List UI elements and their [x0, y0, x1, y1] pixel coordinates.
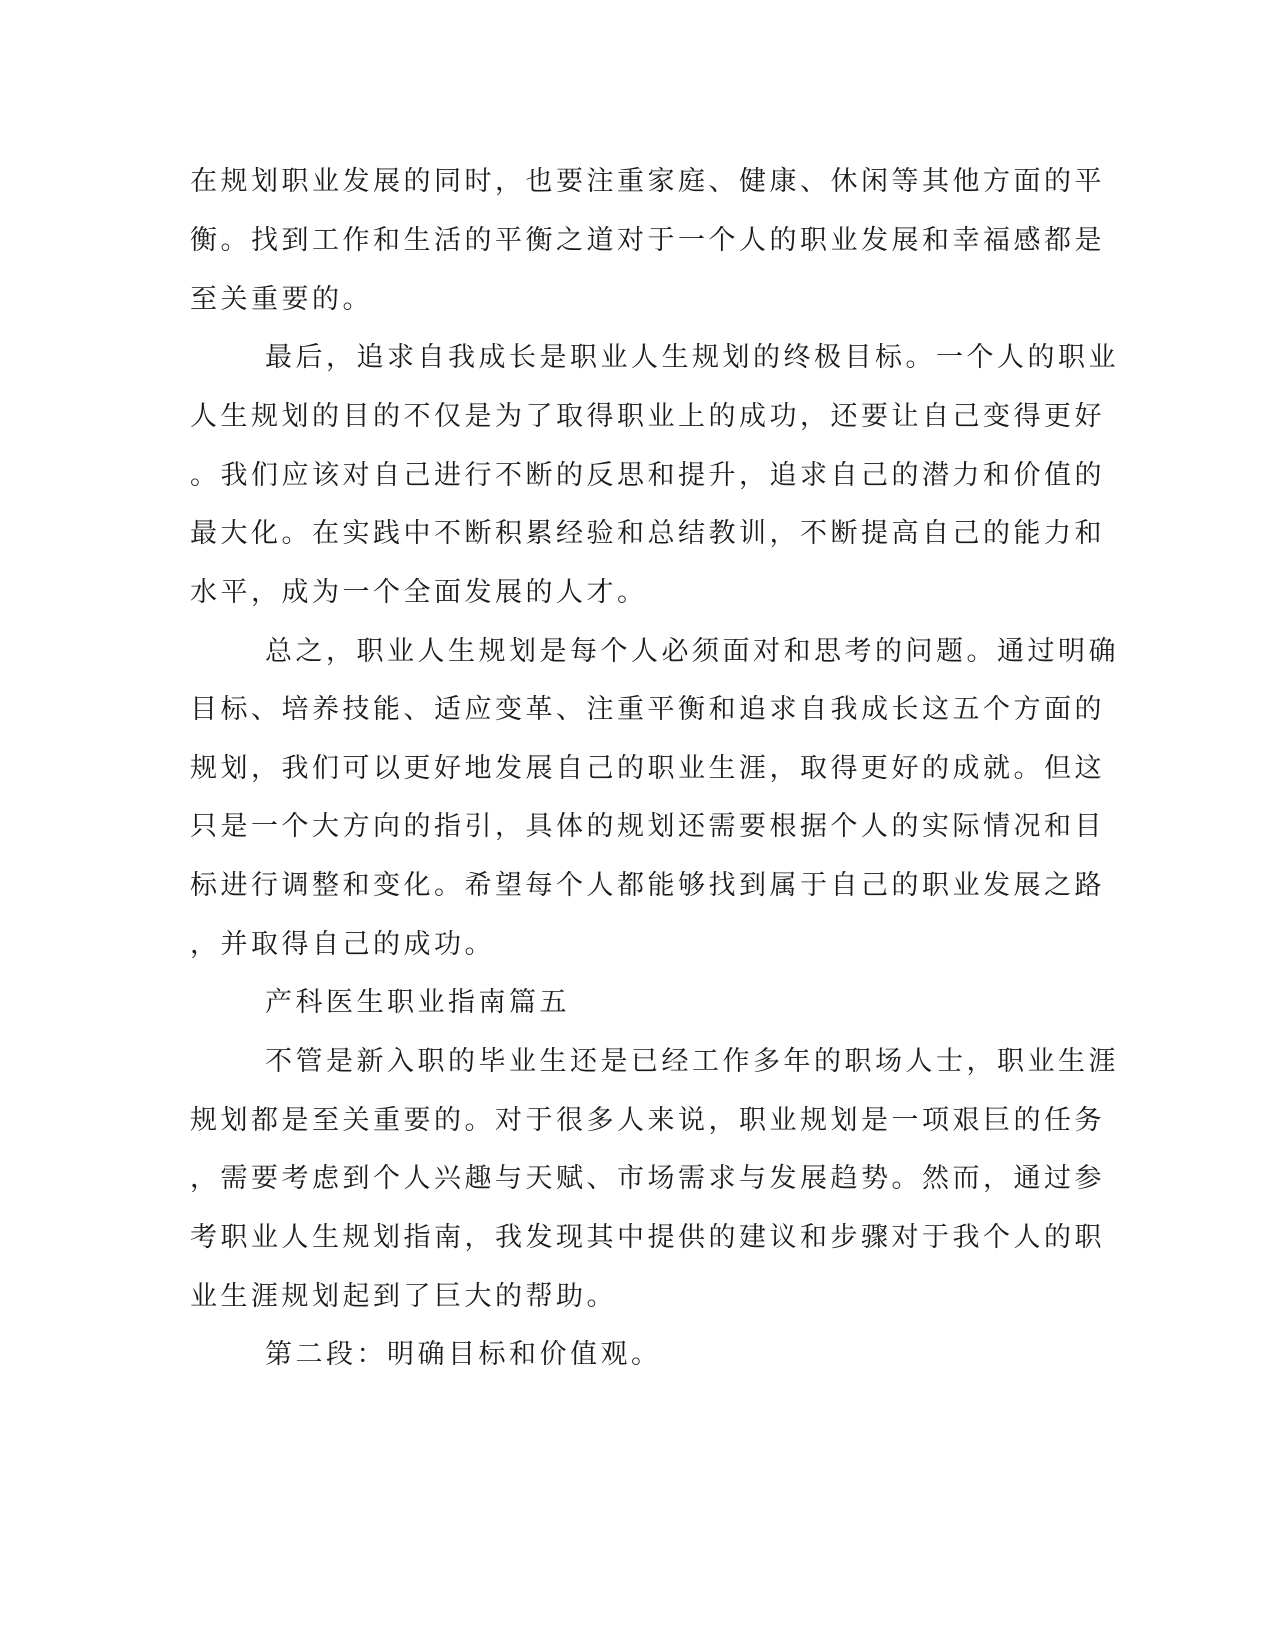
- text-line: 最大化。在实践中不断积累经验和总结教训，不断提高自己的能力和: [190, 518, 1105, 549]
- subsection-heading: 第二段：明确目标和价值观。: [265, 1339, 662, 1370]
- text-line: ，并取得自己的成功。: [190, 929, 495, 960]
- text-line: 只是一个大方向的指引，具体的规划还需要根据个人的实际情况和目: [190, 811, 1105, 842]
- text-line: 考职业人生规划指南，我发现其中提供的建议和步骤对于我个人的职: [190, 1222, 1105, 1253]
- text-line: 规划，我们可以更好地发展自己的职业生涯，取得更好的成就。但这: [190, 753, 1105, 784]
- text-line: 人生规划的目的不仅是为了取得职业上的成功，还要让自己变得更好: [190, 401, 1105, 432]
- text-line: 业生涯规划起到了巨大的帮助。: [190, 1281, 617, 1312]
- text-line: 。我们应该对自己进行不断的反思和提升，追求自己的潜力和价值的: [190, 460, 1105, 491]
- paragraph-first-line: 不管是新入职的毕业生还是已经工作多年的职场人士，职业生涯: [265, 1046, 1119, 1077]
- section-heading: 产科医生职业指南篇五: [265, 987, 570, 1018]
- paragraph-first-line: 最后，追求自我成长是职业人生规划的终极目标。一个人的职业: [265, 342, 1119, 373]
- text-line: 在规划职业发展的同时，也要注重家庭、健康、休闲等其他方面的平: [190, 166, 1105, 197]
- text-line: 衡。找到工作和生活的平衡之道对于一个人的职业发展和幸福感都是: [190, 225, 1105, 256]
- paragraph-first-line: 总之，职业人生规划是每个人必须面对和思考的问题。通过明确: [265, 636, 1119, 667]
- text-line: 规划都是至关重要的。对于很多人来说，职业规划是一项艰巨的任务: [190, 1105, 1105, 1136]
- text-line: 至关重要的。: [190, 284, 373, 315]
- text-line: 水平，成为一个全面发展的人才。: [190, 577, 648, 608]
- text-line: 标进行调整和变化。希望每个人都能够找到属于自己的职业发展之路: [190, 870, 1105, 901]
- text-line: 目标、培养技能、适应变革、注重平衡和追求自我成长这五个方面的: [190, 694, 1105, 725]
- text-line: ，需要考虑到个人兴趣与天赋、市场需求与发展趋势。然而，通过参: [190, 1163, 1105, 1194]
